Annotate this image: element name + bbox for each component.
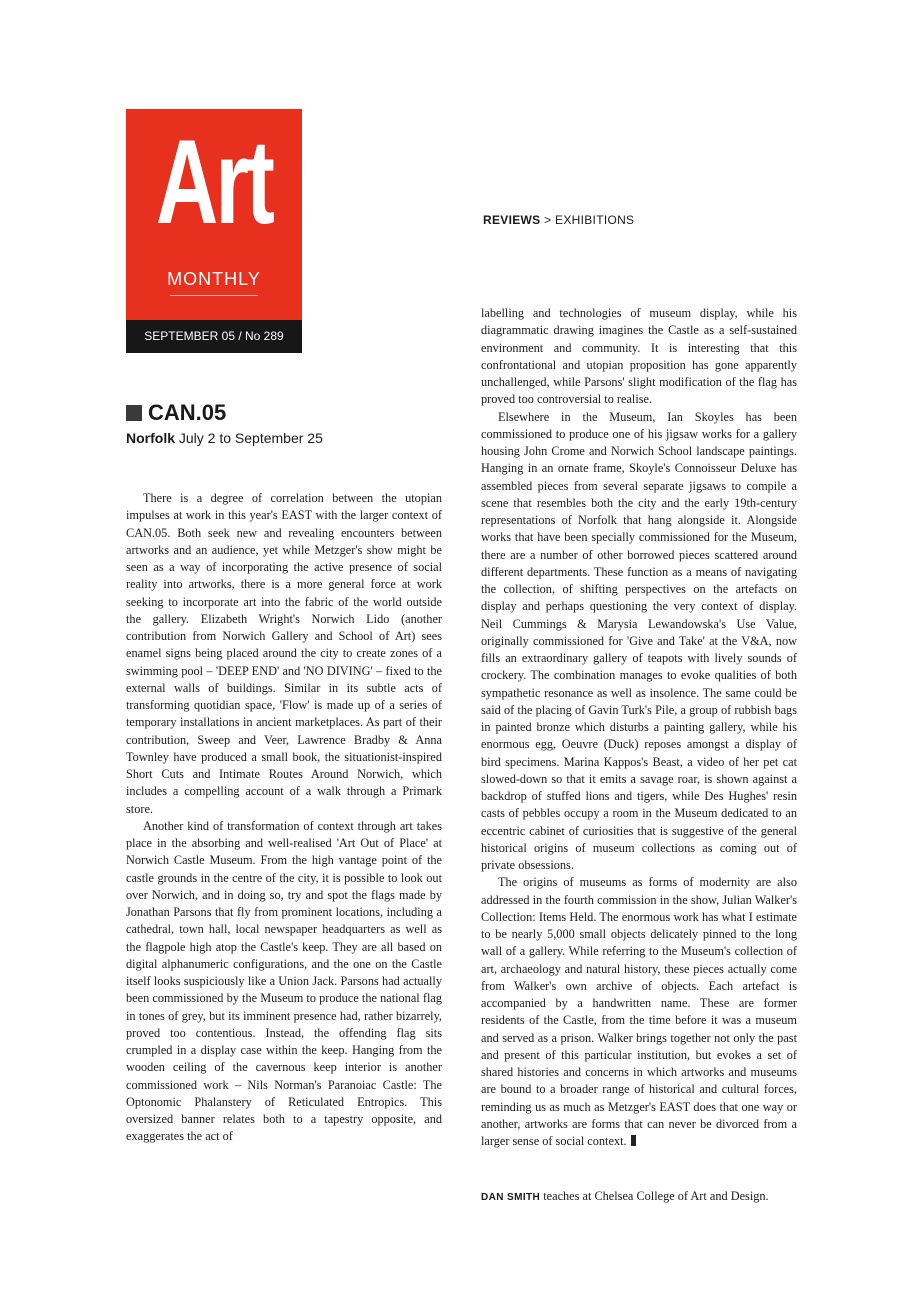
paragraph-last xyxy=(481,874,797,1150)
review-title: CAN.05 xyxy=(148,400,227,425)
review-title-line xyxy=(126,400,446,426)
logo-word: Art xyxy=(155,115,273,249)
paragraph: Elsewhere in the Museum, Ian Skoyles has been commissioned to produce one of his jigsaw works for a gallery housing John Crome and Norwich School landscape paintings. Hanging in an ornate frame, Skoyle's Connoisseur Deluxe has assembled pieces from several separate jigsaws to compile a scene that resembles both the city and the early 19th-century representations of Norfolk that hang alongside it. Alongside works that have been specially commissioned for the Museum, there are a number of other borrowed pieces scattered around different departments. These function as a means of navigating the collection, of shifting perspectives on the artefacts on display and perhaps questioning the very context of display. Neil Cummings & Marysia Lewandowska's Use Value, originally commissioned for 'Give and Take' at the V&A, now fills an extraordinary gallery of teapots with lively sounds of crockery. The combination manages to evoke qualities of both sympathetic resonance as well as insolence. The same could be said of the placing of Gavin Turk's Pile, a group of rubbish bags in painted bronze which disturbs a painting gallery, while his enormous egg, Oeuvre (Duck) reposes amongst a display of bird specimens. Marina Kappos's Beast, a video of her pet cat slowed-down so that it emits a savage roar, is shown against a backdrop of stuffed lions and tigers, while Des Hughes' resin casts of pebbles occupy a room in the Museum dedicated to an eccentric cabinet of curiosities that is suggestive of the general historical origins of museum collections as coming out of private obsessions. xyxy=(481,409,797,872)
section-subcategory: EXHIBITIONS xyxy=(555,213,635,227)
end-mark-icon xyxy=(631,1135,636,1146)
logo-subtitle: MONTHLY xyxy=(167,269,261,289)
paragraph: labelling and technologies of museum display, while his diagrammatic drawing imagines the Castle as a self-sustained environment and community. It is interesting that this confrontational and utopian proposition has gone apparently unchallenged, while Parsons' slight modification of the flag has proved too controversial to realise. xyxy=(481,306,797,407)
art-monthly-logo xyxy=(126,109,302,353)
right-column xyxy=(481,305,797,1150)
issue-band: SEPTEMBER 05 / No 289 xyxy=(126,320,302,353)
review-heading xyxy=(126,400,446,446)
logo-rule xyxy=(170,295,258,296)
review-dates: July 2 to September 25 xyxy=(178,430,323,446)
paragraph: There is a degree of correlation between the utopian impulses at work in this year's EAST with the larger context of CAN.05. Both seek new and revealing encounters between artworks and an audience, yet while Metzger's show might be seen as a way of incorporating the active presence of social reality into artworks, there is a more general force at work seeking to incorporate art into the fabric of the world outside the gallery. Elizabeth Wright's Norwich Lido (another contribution from Norwich Gallery and School of Art) sees enamel signs being placed around the city to create zones of a swimming pool – 'DEEP END' and 'NO DIVING' – fixed to the external walls of buildings. Similar in its subtle acts of transforming quotidian space, 'Flow' is made up of a series of temporary installations in ancient marketplaces. As part of their contribution, Sweep and Veer, Lawrence Bradby & Anna Townley have produced a small book, the situationist-inspired Short Cuts and Intimate Routes Around Norwich, which includes a compelling account of a walk through a Primark store. xyxy=(126,491,442,816)
review-subtitle xyxy=(126,430,446,446)
bullet-square-icon xyxy=(126,405,142,421)
author-bio: teaches at Chelsea College of Art and Design. xyxy=(543,1189,769,1203)
paragraph: Another kind of transformation of context through art takes place in the absorbing and well-realised 'Art Out of Place' at Norwich Castle Museum. From the high vantage point of the castle grounds in the centre of the city, it is possible to look out over Norwich, and in doing so, try and spot the flags made by Jonathan Parsons that fly from prominent locations, including a cathedral, town hall, local newspaper headquarters as well as the flagpole high atop the Castle's keep. They are all based on digital alphanumeric configurations, and the one on the Castle itself looks suspiciously like a Union Jack. Parsons had actually been commissioned by the Museum to produce the national flag in tones of grey, but its imminent presence had, rather bizarrely, proved too contentious. Instead, the offending flag sits crumpled in a display case within the keep. Hanging from the wooden ceiling of the cavernous keep interior is another commissioned work – Nils Norman's Paranoiac Castle: The Optonomic Phalanstery of Reticulated Entropics. This oversized banner relates both to a tapestry opposite, and exaggerates the act of xyxy=(126,818,442,1144)
section-category: REVIEWS xyxy=(483,213,541,227)
author-byline xyxy=(481,1189,769,1204)
review-place: Norfolk xyxy=(126,430,175,446)
section-label xyxy=(483,213,634,227)
author-name: DAN SMITH xyxy=(481,1192,541,1203)
left-column xyxy=(126,490,442,1146)
paragraph-text: The origins of museums as forms of modernity are also addressed in the fourth commission in the show, Julian Walker's Collection: Items Held. The enormous work has what I estimate to be nearly 5,000 small objects delicately pinned to the long wall of a gallery. While referring to the Museum's collection of art, archaeology and natural history, these pieces actually come from Walker's own archive of objects. Each artefact is accompanied by a handwritten name. These are former residents of the Castle, from the time before it was a museum and served as a prison. Walker brings together not only the past and present of this particular institution, but evokes a set of shared histories and concerns in which artworks and museums are bound to a broader range of historical and cultural forces, reminding us as much as Metzger's EAST does that one way or another, artworks are forms that can never be divorced from a larger sense of social context. xyxy=(481,875,797,1148)
section-separator: > xyxy=(544,213,552,227)
